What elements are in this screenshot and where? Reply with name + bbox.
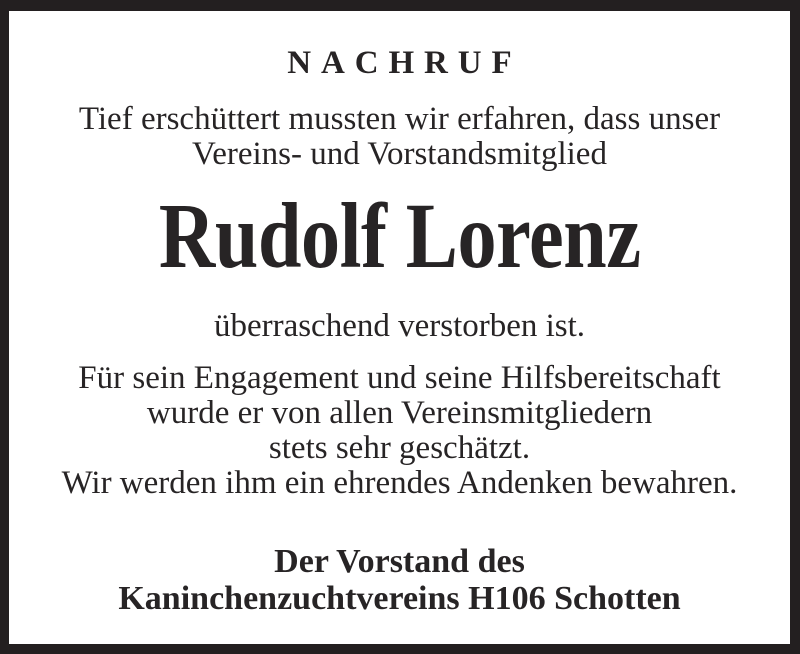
tribute-paragraph xyxy=(9,361,790,501)
deceased-name xyxy=(9,185,790,288)
signature-line-1: Der Vorstand des xyxy=(274,543,525,580)
tribute-line-1: Für sein Engagement und seine Hilfsbereitschaft xyxy=(78,360,721,396)
tribute-line-3: stets sehr geschätzt. xyxy=(268,430,531,466)
notice-heading-text: NACHRUF xyxy=(287,45,522,81)
intro-line-2: Vereins- und Vorstandsmitglied xyxy=(192,136,607,172)
signature-line-2: Kaninchenzuchtvereins H106 Schotten xyxy=(118,580,681,617)
signature-block xyxy=(9,543,790,617)
notice-heading xyxy=(9,46,790,81)
death-statement: überraschend verstorben ist. xyxy=(213,308,586,344)
deceased-name-text: Rudolf Lorenz xyxy=(158,185,641,288)
tribute-line-4: Wir werden ihm ein ehrendes Andenken bewahren. xyxy=(61,465,738,501)
intro-line-1: Tief erschüttert mussten wir erfahren, dass unser xyxy=(78,101,721,137)
tribute-line-2: wurde er von allen Vereinsmitgliedern xyxy=(146,395,653,431)
intro-paragraph xyxy=(9,102,790,172)
